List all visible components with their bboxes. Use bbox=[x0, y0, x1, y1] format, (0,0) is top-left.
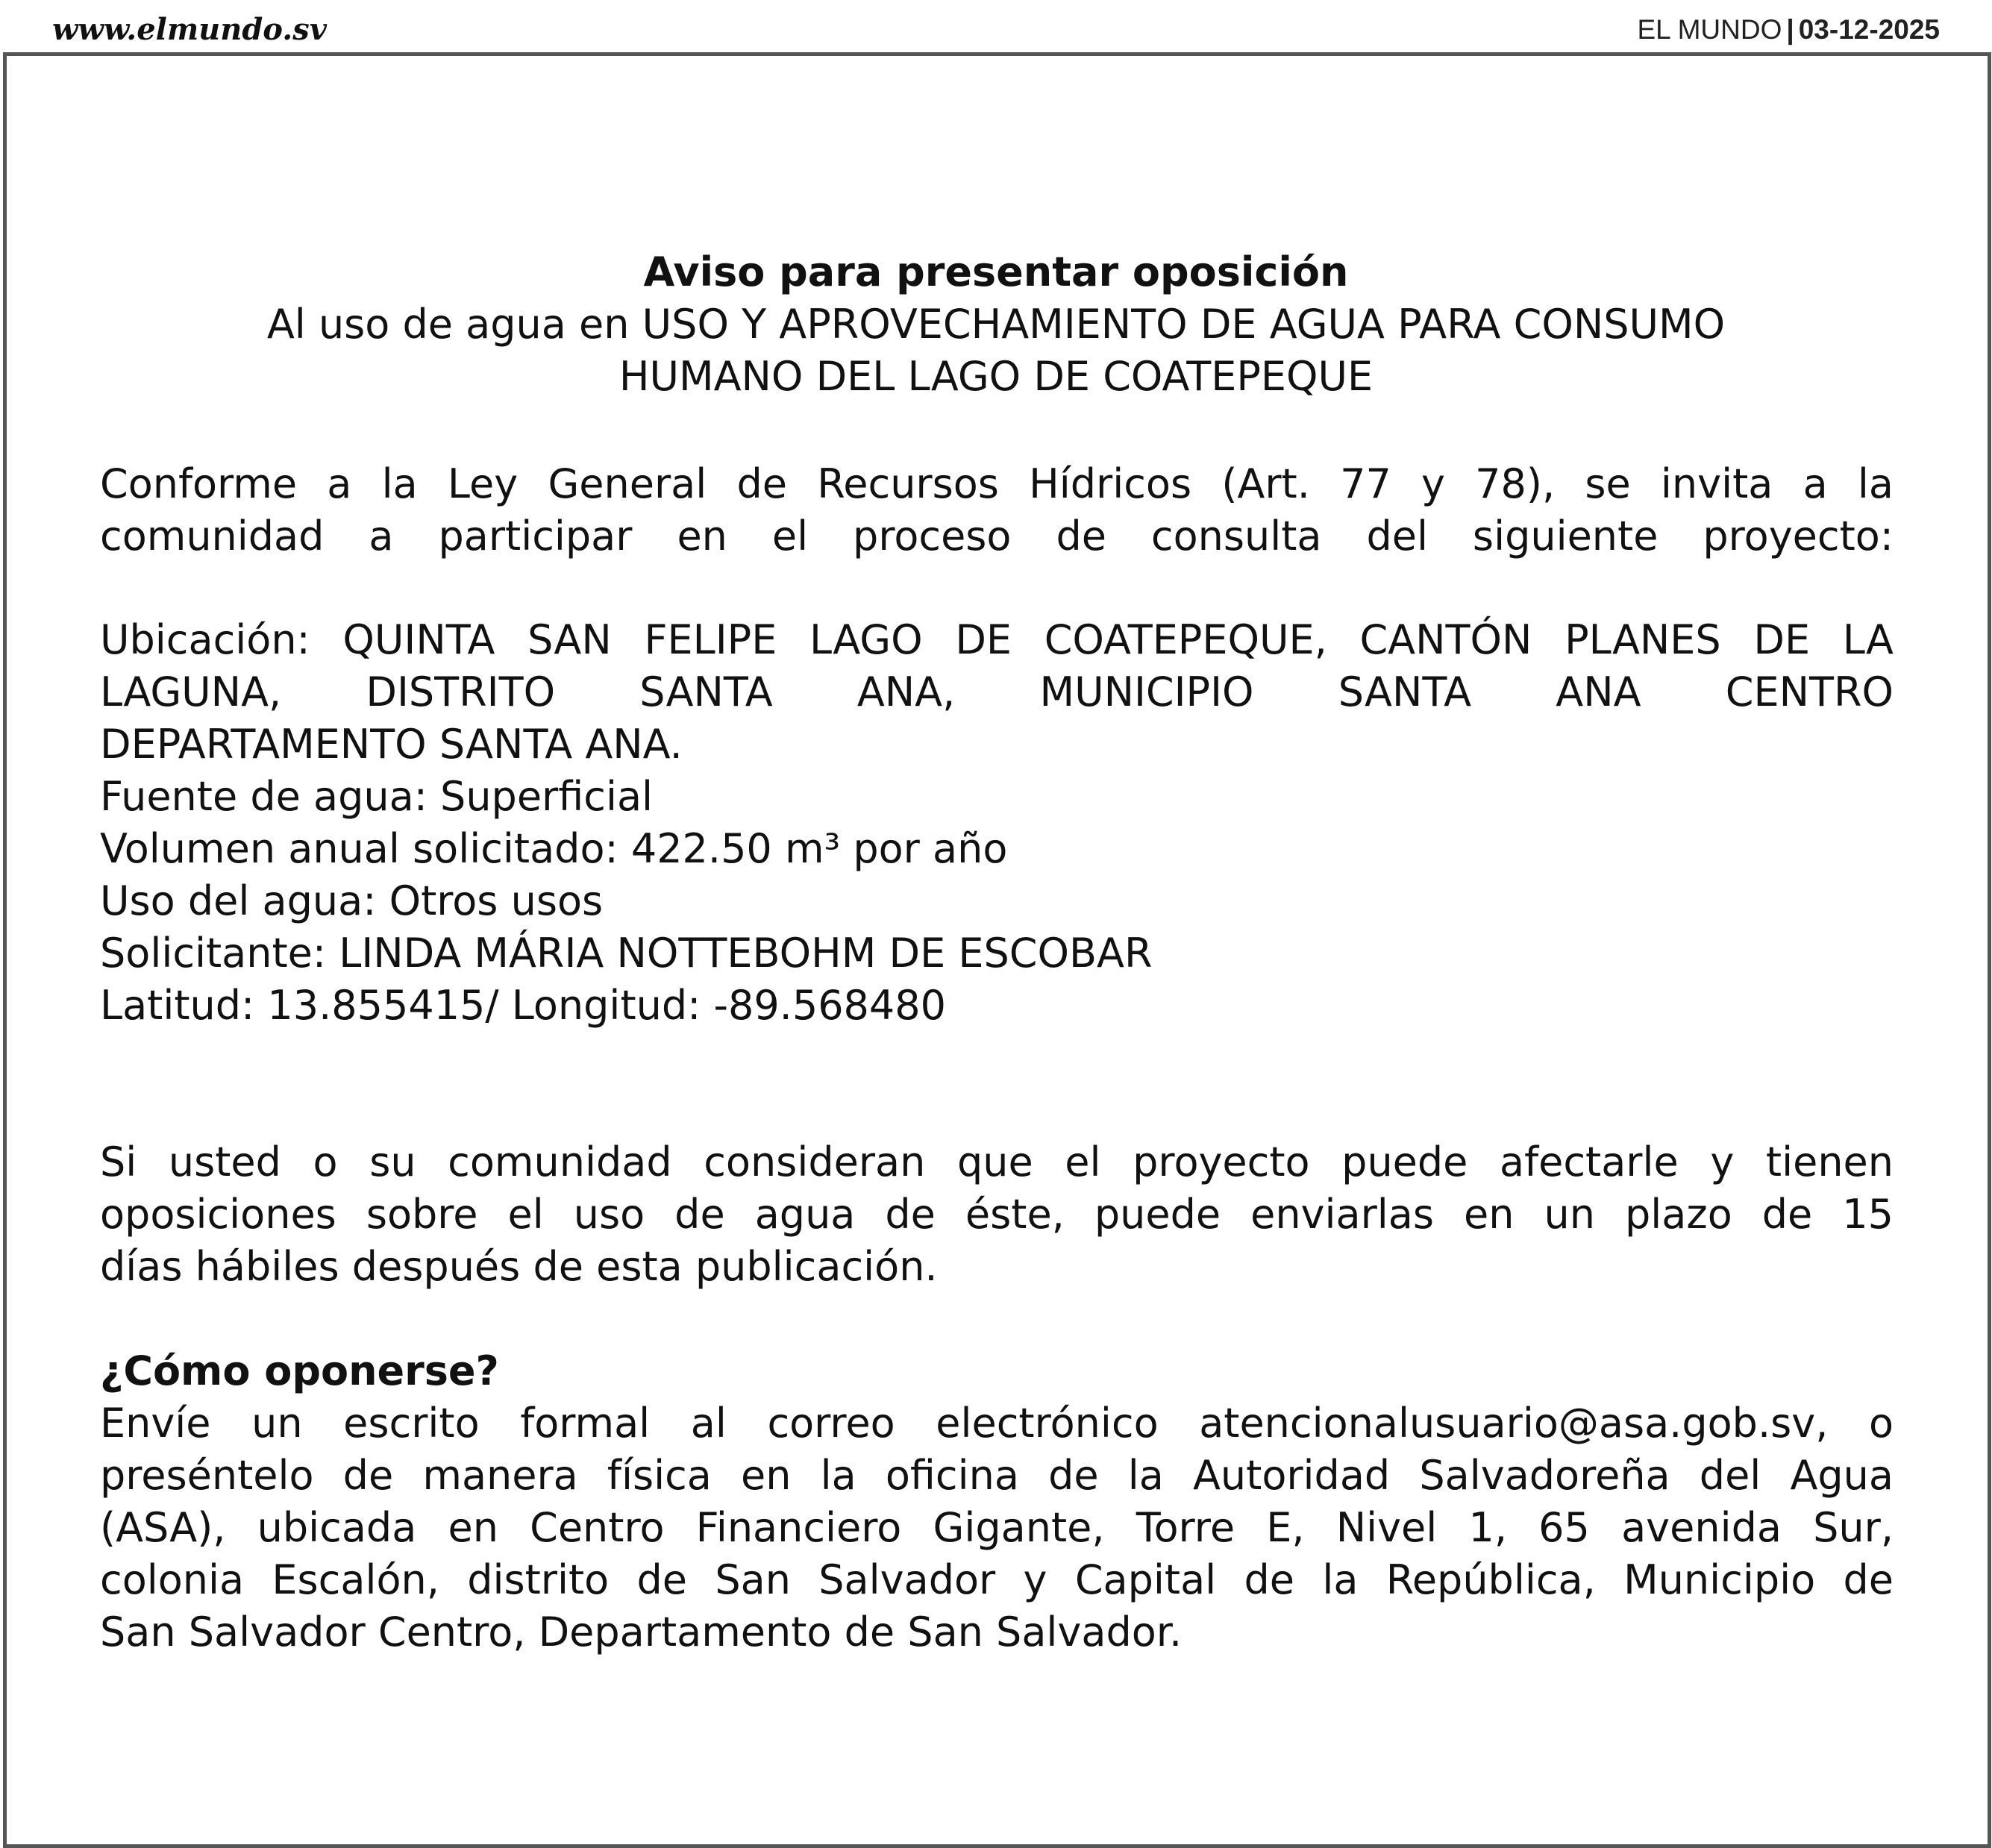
notice-subtitle-line-2: HUMANO DEL LAGO DE COATEPEQUE bbox=[618, 353, 1374, 400]
applicant: Solicitante: LINDA MÁRIA NOTTEBOHM DE ESCOBAR bbox=[100, 930, 1153, 977]
intro-line-2: comunidad a participar en el proceso de consulta del siguiente proyecto: bbox=[100, 513, 1894, 560]
location-line-3: DEPARTAMENTO SANTA ANA. bbox=[100, 721, 683, 768]
notice-title: Aviso para presentar oposición bbox=[643, 248, 1349, 295]
separator: | bbox=[1786, 14, 1794, 45]
opposition-line-2: oposiciones sobre el uso de agua de éste, puede enviarlas en un plazo de 15 bbox=[100, 1191, 1894, 1238]
notice-subtitle-line-1: Al uso de agua en USO Y APROVECHAMIENTO DE AGUA PARA CONSUMO bbox=[266, 301, 1726, 348]
coordinates: Latitud: 13.855415/ Longitud: -89.568480 bbox=[100, 982, 946, 1029]
opposition-line-1: Si usted o su comunidad consideran que el proyecto puede afectarle y tienen bbox=[100, 1138, 1894, 1185]
opposition-line-3: días hábiles después de esta publicación. bbox=[100, 1243, 938, 1290]
site-url[interactable]: www.elmundo.sv bbox=[52, 12, 327, 47]
how-line-4: colonia Escalón, distrito de San Salvador y Capital de la República, Municipio de bbox=[100, 1556, 1894, 1603]
publication-info bbox=[1637, 7, 1940, 52]
how-line-1: Envíe un escrito formal al correo electrónico atencionalusuario@asa.gob.sv, o bbox=[100, 1400, 1894, 1447]
location-line-1: Ubicación: QUINTA SAN FELIPE LAGO DE COATEPEQUE, CANTÓN PLANES DE LA bbox=[100, 616, 1894, 663]
how-to-oppose bbox=[100, 1345, 1894, 1658]
intro-paragraph bbox=[100, 458, 1894, 563]
publication-date: 03-12-2025 bbox=[1798, 14, 1940, 45]
opposition-paragraph bbox=[100, 1136, 1894, 1293]
how-line-2: preséntelo de manera física en la oficina de la Autoridad Salvadoreña del Agua bbox=[100, 1452, 1894, 1499]
project-details bbox=[100, 614, 1894, 1032]
how-line-3: (ASA), ubicada en Centro Financiero Gigante, Torre E, Nivel 1, 65 avenida Sur, bbox=[100, 1504, 1894, 1551]
location-line-2: LAGUNA, DISTRITO SANTA ANA, MUNICIPIO SANTA ANA CENTRO bbox=[100, 668, 1894, 715]
annual-volume: Volumen anual solicitado: 422.50 m³ por año bbox=[100, 825, 1008, 872]
water-source: Fuente de agua: Superficial bbox=[100, 773, 654, 820]
how-to-oppose-heading: ¿Cómo oponerse? bbox=[100, 1347, 499, 1394]
intro-line-1: Conforme a la Ley General de Recursos Hídricos (Art. 77 y 78), se invita a la bbox=[100, 460, 1894, 507]
how-line-5: San Salvador Centro, Departamento de San Salvador. bbox=[100, 1609, 1183, 1656]
water-use: Uso del agua: Otros usos bbox=[100, 877, 604, 924]
publication-name: EL MUNDO bbox=[1637, 14, 1782, 45]
